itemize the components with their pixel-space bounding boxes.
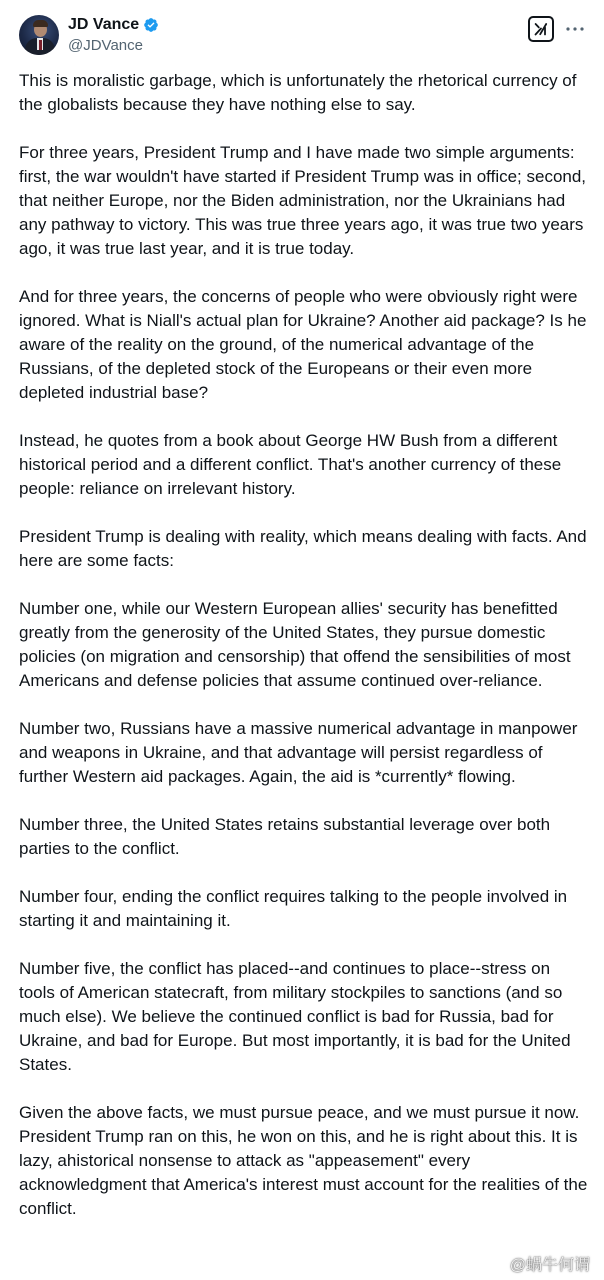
watermark-text: @蜗牛何谓 <box>509 1256 590 1274</box>
tweet-paragraph: Number three, the United States retains substantial leverage over both parties to the conflict. <box>19 815 551 858</box>
tweet-paragraph: This is moralistic garbage, which is unfortunately the rhetorical currency of the globalists because they have nothing else to say. <box>19 71 577 114</box>
avatar-hair <box>33 20 48 27</box>
weibo-logo-icon <box>486 1255 506 1271</box>
verified-badge-icon <box>143 17 159 33</box>
tweet-header <box>19 14 585 58</box>
tweet-paragraph: Number one, while our Western European allies' security has benefitted greatly from the generosity of the United States, they pursue domestic policies (on migration and censorship) that offend the sensibilities of most Americans and defense policies that assume continued over-reliance. <box>19 599 571 690</box>
avatar[interactable] <box>19 15 59 55</box>
more-icon <box>565 26 585 32</box>
tweet-paragraph: Number five, the conflict has placed--and continues to place--stress on tools of American statecraft, from military stockpiles to sanctions (and so much else). We believe the continued conflict is bad for Russia, bad for Ukraine, and bad for Europe. But most importantly, it is bad for the United States. <box>19 959 571 1074</box>
grok-icon <box>533 21 549 37</box>
weibo-watermark <box>486 1252 590 1274</box>
avatar-tie <box>39 40 42 50</box>
tweet-paragraph: Number two, Russians have a massive numerical advantage in manpower and weapons in Ukraine, and that advantage will persist regardless of further Western aid packages. Again, the aid is *currently* flowing. <box>19 719 578 786</box>
tweet-text <box>19 69 590 1245</box>
grok-button[interactable] <box>528 16 554 42</box>
tweet-paragraph: And for three years, the concerns of people who were obviously right were ignored. What is Niall's actual plan for Ukraine? Another aid package? Is he aware of the reality on the ground, of the numerical advantage of the Russians, of the depleted stock of the Europeans or their even more depleted industrial base? <box>19 287 587 402</box>
tweet-paragraph: Given the above facts, we must pursue peace, and we must pursue it now. President Trump ran on this, he won on this, and he is right about this. It is lazy, ahistorical nonsense to attack as "appeasement" every acknowledgment that America's interest must account for the realities of the conflict. <box>19 1103 588 1218</box>
author-name-row[interactable] <box>68 15 159 35</box>
author-handle[interactable]: @JDVance <box>68 37 143 54</box>
tweet-paragraph: For three years, President Trump and I have made two simple arguments: first, the war wouldn't have started if President Trump was in office; second, that neither Europe, nor the Biden administration, nor the Ukrainians had any pathway to victory. This was true three years ago, it was true two years ago, it was true last year, and it is true today. <box>19 143 587 258</box>
more-button[interactable] <box>564 18 586 40</box>
tweet-paragraph: President Trump is dealing with reality, which means dealing with facts. And here are some facts: <box>19 527 587 570</box>
author-display-name[interactable]: JD Vance <box>68 16 140 33</box>
tweet-paragraph: Instead, he quotes from a book about George HW Bush from a different historical period and a different conflict. That's another currency of these people: reliance on irrelevant history. <box>19 431 562 498</box>
tweet-paragraph: Number four, ending the conflict requires talking to the people involved in starting it and maintaining it. <box>19 887 568 930</box>
